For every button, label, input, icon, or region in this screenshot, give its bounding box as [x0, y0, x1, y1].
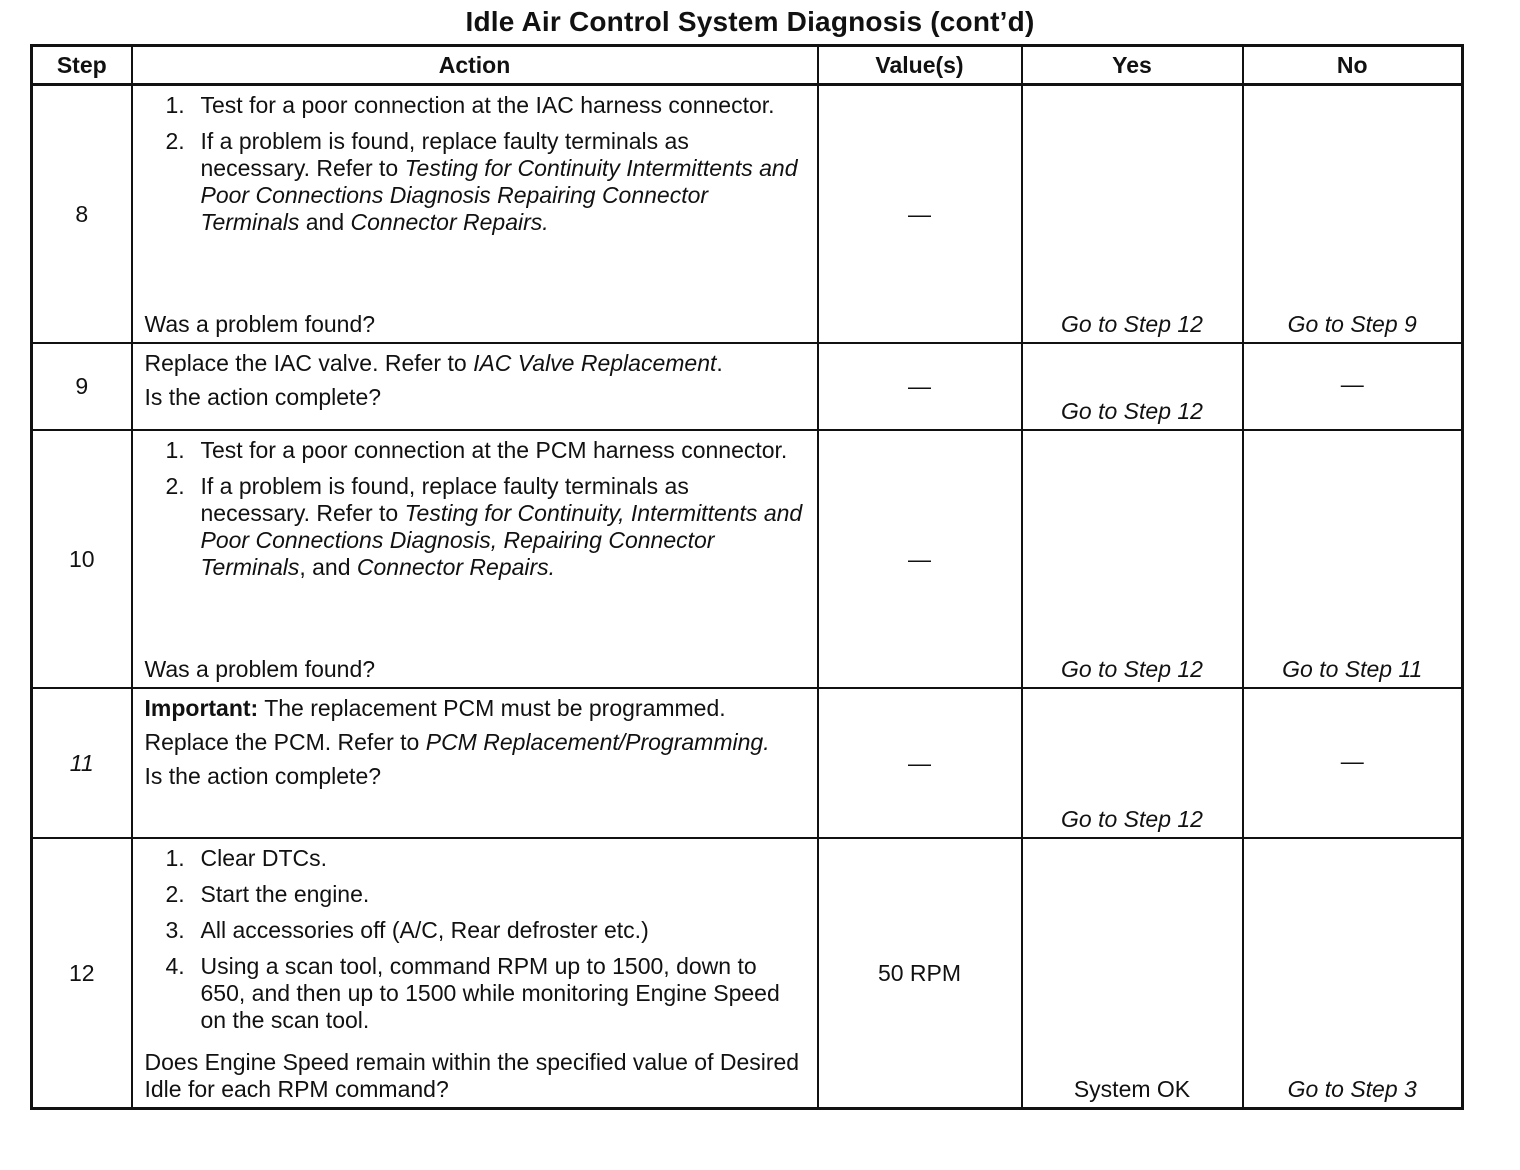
value-cell: — [818, 85, 1022, 344]
list-number: 4. [165, 953, 185, 979]
action-list [145, 92, 805, 236]
yes-cell: Go to Step 12 [1022, 343, 1243, 430]
action-cell [132, 85, 818, 344]
list-item [165, 128, 805, 236]
question-text: Was a problem found? [144, 311, 376, 337]
action-cell [132, 430, 818, 688]
table-row [32, 430, 1463, 688]
step-number: 10 [32, 430, 132, 688]
yes-cell: Go to Step 12 [1022, 430, 1243, 688]
yes-cell: Go to Step 12 [1022, 85, 1243, 344]
reference-link: IAC Valve Replacement [473, 350, 717, 376]
question-text: Was a problem found? [144, 656, 376, 682]
value-cell: 50 RPM [818, 838, 1022, 1109]
list-text: Test for a poor connection at the PCM harness connector. [200, 437, 788, 463]
action-list [145, 437, 805, 581]
list-text: Clear DTCs. [200, 845, 328, 871]
yes-cell: Go to Step 12 [1022, 688, 1243, 838]
table-row [32, 85, 1463, 344]
reference-link: Connector Repairs [356, 554, 549, 580]
list-text: If a problem is found, replace faulty terminals as necessary. Refer to [200, 128, 689, 181]
reference-link: Connector Repairs [350, 209, 543, 235]
step-number: 12 [32, 838, 132, 1109]
list-number: 2. [165, 473, 185, 499]
no-cell: Go to Step 9 [1243, 85, 1463, 344]
step-number: 8 [32, 85, 132, 344]
yes-cell: System OK [1022, 838, 1243, 1109]
action-text [145, 350, 805, 377]
list-text: Using a scan tool, command RPM up to 1500, down to 650, and then up to 1500 while monitoring Engine Speed on the scan tool. [200, 953, 780, 1033]
header-action: Action [132, 46, 818, 85]
list-item [165, 437, 805, 464]
list-text: If a problem is found, replace faulty terminals as necessary. Refer to [200, 473, 689, 526]
list-item [165, 917, 805, 944]
action-cell [132, 343, 818, 430]
action-cell [132, 838, 818, 1109]
reference-link: Testing for Continuity Intermittents and Poor Connections Diagnosis Repairing Connector Terminals [200, 155, 798, 235]
important-text: The replacement PCM must be programmed. [258, 695, 726, 721]
value-cell: — [818, 343, 1022, 430]
table-header-row [32, 46, 1463, 85]
question-text: Is the action complete? [144, 763, 382, 789]
list-text: All accessories off (A/C, Rear defroster etc.) [200, 917, 649, 943]
reference-link: Testing for Continuity, Intermittents and Poor Connections Diagnosis, Repairing Connector Terminals [200, 500, 803, 580]
action-text [145, 729, 805, 756]
action-text-part: Replace the PCM. Refer to [144, 729, 426, 755]
list-text: and [299, 209, 351, 235]
reference-link: PCM Replacement/Programming. [425, 729, 770, 755]
action-list [145, 845, 805, 1034]
table-row [32, 343, 1463, 430]
list-text: . [542, 209, 549, 235]
list-number: 2. [165, 881, 185, 907]
header-no: No [1243, 46, 1463, 85]
value-cell: — [818, 688, 1022, 838]
header-step: Step [32, 46, 132, 85]
list-number: 1. [165, 437, 185, 463]
action-text-part: Replace the IAC valve. Refer to [144, 350, 474, 376]
list-item [165, 953, 805, 1034]
step-number: 11 [32, 688, 132, 838]
table-row [32, 688, 1463, 838]
header-yes: Yes [1022, 46, 1243, 85]
important-label: Important: [144, 695, 259, 721]
no-cell: — [1243, 343, 1463, 430]
action-text-part: . [716, 350, 723, 376]
list-item [165, 473, 805, 581]
important-note [145, 695, 805, 722]
question-text: Is the action complete? [144, 384, 382, 410]
list-item [165, 845, 805, 872]
no-cell: Go to Step 3 [1243, 838, 1463, 1109]
page-title: Idle Air Control System Diagnosis (cont’d) [465, 6, 1035, 37]
list-number: 1. [165, 845, 185, 871]
list-text: Test for a poor connection at the IAC harness connector. [200, 92, 775, 118]
no-cell: — [1243, 688, 1463, 838]
list-item [165, 881, 805, 908]
value-cell: — [818, 430, 1022, 688]
list-number: 2. [165, 128, 185, 154]
list-text: , and [299, 554, 357, 580]
list-number: 1. [165, 92, 185, 118]
table-row [32, 838, 1463, 1109]
header-values: Value(s) [818, 46, 1022, 85]
diagnosis-table [30, 44, 1464, 1110]
no-cell: Go to Step 11 [1243, 430, 1463, 688]
list-number: 3. [165, 917, 185, 943]
action-cell [132, 688, 818, 838]
step-number: 9 [32, 343, 132, 430]
list-text: . [548, 554, 556, 580]
list-text: Start the engine. [200, 881, 370, 907]
question-text: Does Engine Speed remain within the specified value of Desired Idle for each RPM command? [144, 1049, 800, 1102]
list-item [165, 92, 805, 119]
